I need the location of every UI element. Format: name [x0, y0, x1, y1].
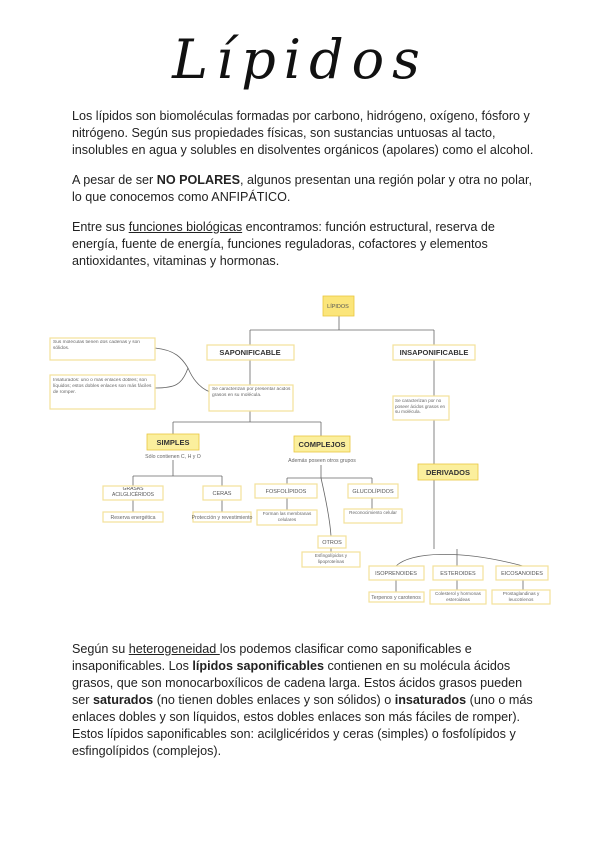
- node-insaponificable: [393, 345, 475, 360]
- note-left-1-text: Sus moléculas tienen dos cadenas y son sólidos.: [53, 340, 140, 351]
- node-ceras: [203, 486, 241, 500]
- het-text-2: los podemos clasificar como saponificables e insaponificables. Los: [72, 642, 472, 673]
- node-sapon-desc: [209, 385, 293, 411]
- node-esteroides-desc: [430, 590, 486, 604]
- node-ceras-desc-text: Protección y revestimiento: [191, 515, 253, 521]
- node-glucolipidos-label: GLUCOLÍPIDOS: [352, 489, 394, 495]
- node-complejos-sub: Además poseen otros grupos: [288, 458, 356, 464]
- het-underlined: heterogeneidad: [128, 642, 220, 656]
- node-derivados-label: DERIVADOS: [425, 468, 471, 477]
- note-left-2-text: Insaturados: uno o más enlaces dobles; son líquidos; estos dobles enlaces son más fáciles de romper.: [53, 378, 152, 395]
- node-fosfolipidos: [255, 484, 317, 498]
- node-grasas-desc-text: Reserva energética: [110, 515, 156, 521]
- node-otros-desc-text: Esfingolípidos y lipoproteínas: [314, 553, 348, 564]
- node-isoprenoides-label: ISOPRENOIDES: [375, 571, 417, 577]
- note-left-1: [50, 338, 155, 360]
- node-derivados: [418, 464, 478, 480]
- node-esteroides: [433, 566, 483, 580]
- het-text-4: (no tienen dobles enlaces y son sólidos) o: [153, 693, 395, 707]
- node-grasas: [103, 486, 163, 500]
- node-eicosanoides-desc: [492, 590, 550, 604]
- node-simples-sub: Sólo contienen C, H y O: [145, 454, 201, 460]
- het-text-5: (uno o más enlaces dobles y son líquidos, estos dobles enlaces son más fáciles de romper). Estos lípidos saponificables son: acilglicéridos y ceras (simples) o fosfolípidos y esfingolípidos (complejos).: [72, 693, 533, 758]
- node-root-label: LÍPIDOS: [327, 304, 349, 310]
- node-root: [323, 296, 354, 316]
- functions-text-pre: Entre sus: [72, 220, 129, 234]
- node-isoprenoides-desc-text: Terpenos y carotenos: [371, 595, 421, 601]
- node-isoprenoides-desc: [369, 592, 424, 602]
- node-otros: [318, 536, 346, 548]
- node-isoprenoides: [369, 566, 424, 580]
- functions-underlined: funciones biológicas: [128, 220, 243, 234]
- node-simples-label: SIMPLES: [156, 438, 190, 447]
- node-eicosanoides-label: EICOSANOIDES: [501, 571, 543, 577]
- node-grasas-label: GRASAS ACILGLICÉRIDOS: [112, 487, 154, 498]
- page-title: Lípidos: [172, 28, 428, 91]
- node-insaponificable-label: INSAPONIFICABLE: [399, 348, 469, 357]
- node-complejos-label: COMPLEJOS: [298, 440, 346, 449]
- note-left-2: [50, 375, 155, 409]
- polarity-text-post: , algunos presentan una región polar y otra no polar, lo que conocemos como ANFIPÁTICO.: [72, 173, 532, 204]
- node-eicosanoides-desc-text: Prostaglandinas y leucotrienos: [502, 591, 540, 602]
- node-glucolipidos: [348, 484, 398, 498]
- het-bold-saturados: saturados: [93, 693, 154, 707]
- intro-paragraph: Los lípidos son biomoléculas formadas por carbono, hidrógeno, oxígeno, fósforo y nitrógeno. Según sus propiedades físicas, son sustancias untuosas al tacto, insolubles en agua y solubles en disolventes orgánicos (apolares) como el alcohol.: [72, 109, 534, 157]
- polarity-bold: NO POLARES: [156, 173, 240, 187]
- het-text-1: Según su: [72, 642, 129, 656]
- polarity-text-pre: A pesar de ser: [72, 173, 157, 187]
- node-glucolipidos-desc-text: Reconocimiento celular: [349, 510, 397, 515]
- het-bold-saponificables: lípidos saponificables: [192, 659, 324, 673]
- node-complejos: [288, 436, 356, 464]
- node-fosfolipidos-desc: [257, 510, 317, 525]
- het-text-3: contienen en su molécula ácidos grasos, que son monocarboxílicos de cadena larga. Estos ácidos grasos pueden ser: [72, 659, 523, 707]
- node-insapon-desc-text: Se caracterizan por no poseer ácidos grasos en su molécula.: [395, 398, 446, 415]
- node-fosfolipidos-desc-text: Forman las membranas celulares: [262, 511, 312, 522]
- node-saponificable: [207, 345, 294, 360]
- node-otros-label: OTROS: [322, 540, 342, 546]
- node-ceras-label: CERAS: [212, 491, 232, 497]
- node-eicosanoides: [496, 566, 548, 580]
- node-saponificable-label: SAPONIFICABLE: [219, 348, 281, 357]
- heterogeneity-paragraph: [72, 641, 542, 760]
- node-insapon-desc: [393, 396, 449, 420]
- het-bold-insaturados: insaturados: [394, 693, 467, 707]
- node-glucolipidos-desc: [344, 509, 402, 523]
- functions-text-post: encontramos: función estructural, reserva de energía, fuente de energía, funciones reguladoras, cofactores y elementos antioxidantes, vitaminas y hormonas.: [72, 220, 495, 268]
- node-grasas-desc: [103, 512, 163, 522]
- node-fosfolipidos-label: FOSFOLÍPIDOS: [265, 489, 307, 495]
- node-esteroides-label: ESTEROIDES: [440, 571, 476, 577]
- node-simples: [145, 434, 201, 460]
- node-otros-desc: [302, 552, 360, 567]
- node-esteroides-desc-text: Colesterol y hormonas esteroideas: [435, 591, 481, 602]
- node-ceras-desc: [192, 512, 253, 522]
- node-sapon-desc-text: Se caracterizan por presentar ácidos grasos en su molécula.: [212, 387, 291, 398]
